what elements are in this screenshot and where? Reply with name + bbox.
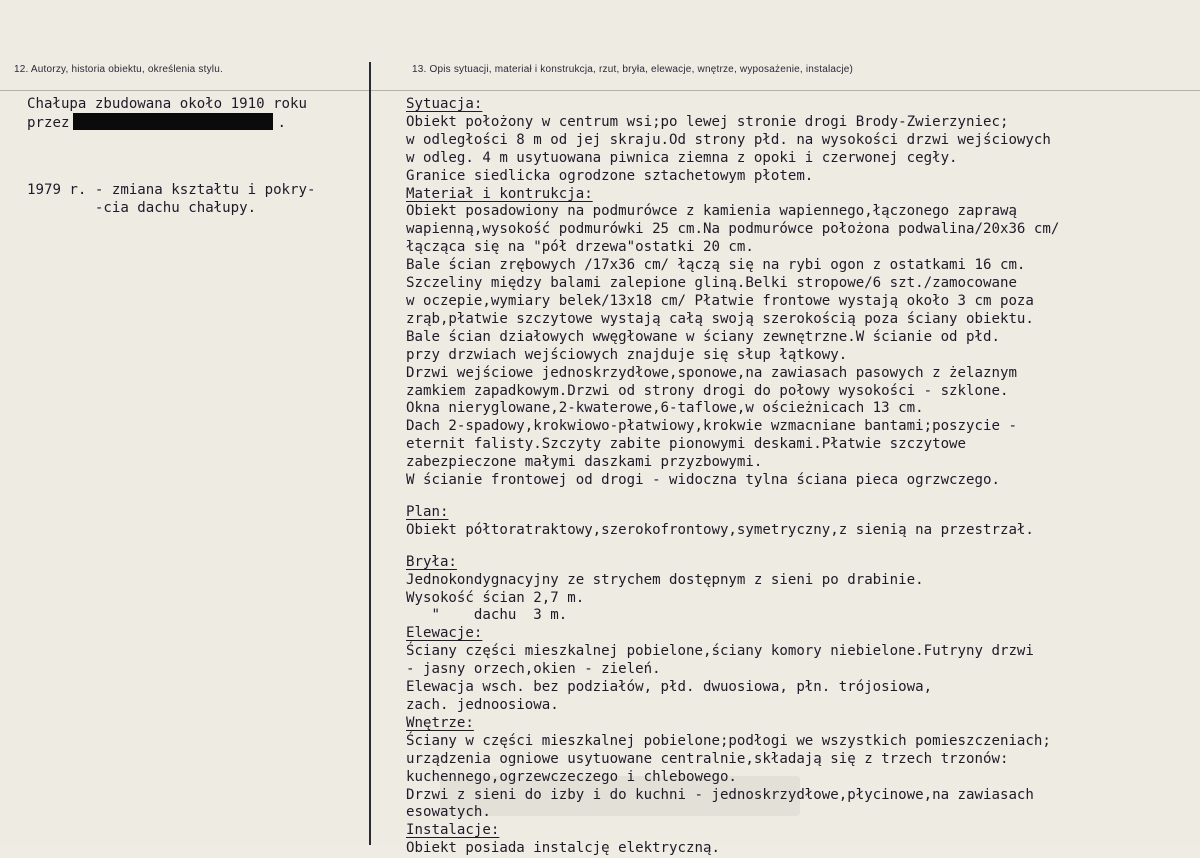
section-heading: Instalacje: (406, 822, 500, 839)
history-line-3: 1979 r. - zmiana kształtu i pokry- (27, 182, 316, 198)
history-line-2 (27, 113, 286, 133)
section-heading: Elewacje: (406, 625, 483, 642)
column-divider (369, 62, 371, 845)
section-text-line: Jednokondygnacyjny ze strychem dostępnym z sieni po drabinie. (406, 571, 924, 588)
section-text-line: wapienną,wysokość podmurówki 25 cm.Na podmurówce położona podwalina/20x36 cm/ (406, 221, 1060, 238)
section-text-line: esowatych. (406, 804, 491, 821)
section-text-line: przy drzwiach wejściowych znajduje się słup łątkowy. (406, 346, 848, 363)
section-text-line: " dachu 3 m. (406, 607, 568, 624)
section-text-line: Ściany części mieszkalnej pobielone,ściany komory niebielone.Futryny drzwi (406, 643, 1034, 660)
history-author-prefix: przez (27, 115, 70, 131)
section-text-line: kuchennego,ogrzewczeczego i chlebowego. (406, 768, 737, 785)
redaction-bar (73, 113, 273, 130)
section-text-line: Obiekt położony w centrum wsi;po lewej stronie drogi Brody-Zwierzyniec; (406, 113, 1009, 130)
section-text-line: Granice siedlicka ogrodzone sztachetowym płotem. (406, 167, 814, 184)
section-text-line: Drzwi z sieni do izby i do kuchni - jednoskrzydłowe,płycinowe,na zawiasach (406, 786, 1034, 803)
right-column-header: 13. Opis sytuacji, materiał i konstrukcja, rzut, bryła, elewacje, wnętrze, wyposażenie, instalacje) (412, 64, 854, 75)
section-text-line: w oczepie,wymiary belek/13x18 cm/ Płatwie frontowe wystają około 3 cm poza (406, 292, 1034, 309)
section-heading: Wnętrze: (406, 714, 474, 731)
section-gap (406, 540, 1059, 554)
section-text-line: W ścianie frontowej od drogi - widoczna tylna ściana pieca ogrzwczego. (406, 472, 1000, 489)
description-column (406, 96, 1059, 858)
section-text-line: Okna nieryglowane,2-kwaterowe,6-taflowe,w ościeżnicach 13 cm. (406, 400, 924, 417)
section-text-line: Szczeliny między balami zalepione gliną.Belki stropowe/6 szt./zamocowane (406, 275, 1017, 292)
section-text-line: eternit falisty.Szczyty zabite pionowymi deskami.Płatwie szczytowe (406, 436, 967, 453)
section-text-line: Bale ścian zrębowych /17x36 cm/ łączą się na rybi ogon z ostatkami 16 cm. (406, 257, 1026, 274)
section-text-line: Bale ścian działowych wwęgłowane w ściany zewnętrzne.W ścianie od płd. (406, 328, 1000, 345)
section-text-line: zabezpieczone małymi daszkami przyzbowymi. (406, 454, 763, 471)
history-line-1: Chałupa zbudowana około 1910 roku (27, 96, 308, 112)
section-text-line: Ściany w części mieszkalnej pobielone;podłogi we wszystkich pomieszczeniach; (406, 732, 1051, 749)
section-text-line: w odległości 8 m od jej skraju.Od strony płd. na wysokości drzwi wejściowych (406, 131, 1051, 148)
section-text-line: Elewacja wsch. bez podziałów, płd. dwuosiowa, płn. trójosiowa, (406, 679, 933, 696)
header-rule (0, 90, 1200, 91)
section-text-line: Obiekt posadowiony na podmurówce z kamienia wapiennego,łączonego zaprawą (406, 203, 1017, 220)
section-text-line: łącząca się na "pół drzewa"ostatki 20 cm. (406, 239, 754, 256)
history-line-4: -cia dachu chałupy. (27, 200, 257, 216)
section-text-line: Dach 2-spadowy,krokwiowo-płatwiowy,krokwie wzmacniane bantami;poszycie - (406, 418, 1017, 435)
section-text-line: zach. jednoosiowa. (406, 697, 559, 713)
section-heading: Sytuacja: (406, 96, 483, 112)
section-heading: Bryła: (406, 553, 457, 570)
section-text-line: urządzenia ogniowe usytuowane centralnie,składają się z trzech trzonów: (406, 750, 1009, 767)
section-text-line: Wysokość ścian 2,7 m. (406, 589, 585, 606)
section-heading: Materiał i kontrukcja: (406, 185, 593, 202)
section-text-line: Drzwi wejściowe jednoskrzydłowe,sponowe,na zawiasach pasowych z żelaznym (406, 364, 1017, 381)
section-text-line: Obiekt półtoratraktowy,szerokofrontowy,symetryczny,z sienią na przestrzał. (406, 521, 1034, 538)
section-gap (406, 490, 1059, 504)
section-heading: Plan: (406, 503, 449, 520)
section-text-line: w odleg. 4 m usytuowana piwnica ziemna z opoki i czerwonej cegły. (406, 149, 958, 166)
section-text-line: Obiekt posiada instalcję elektryczną. (406, 840, 720, 857)
section-text-line: - jasny orzech,okien - zieleń. (406, 661, 661, 678)
section-text-line: zrąb,płatwie szczytowe wystają całą swoją szerokością poza ściany obiektu. (406, 310, 1034, 327)
section-text-line: zamkiem zapadkowym.Drzwi od strony drogi do połowy wysokości - szklone. (406, 382, 1009, 399)
history-author-suffix: . (277, 115, 286, 131)
left-column-header: 12. Autorzy, historia obiektu, określenia stylu. (14, 64, 223, 75)
faded-stamp (440, 776, 800, 816)
